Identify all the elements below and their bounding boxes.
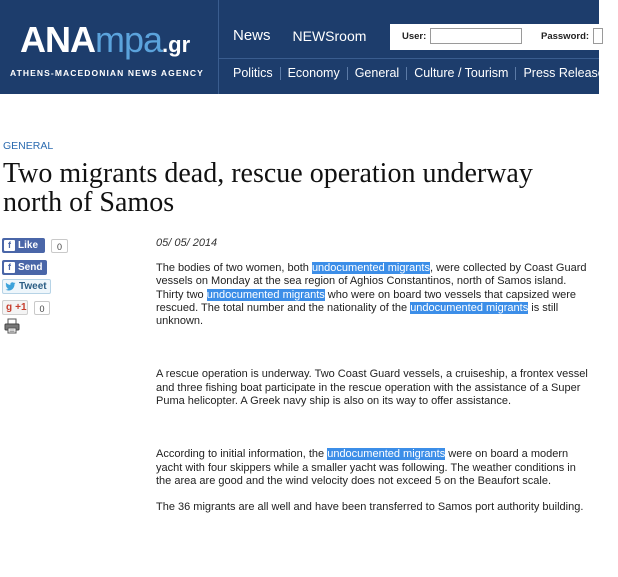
- facebook-like-button[interactable]: [2, 238, 45, 253]
- logo-ana: ANA: [20, 19, 95, 60]
- nav-politics[interactable]: Politics: [233, 66, 273, 80]
- facebook-icon: f: [4, 240, 15, 251]
- text-run: The bodies of two women, both: [156, 262, 312, 274]
- logo-mpa: mpa: [95, 19, 163, 60]
- paragraph-4: The 36 migrants are all well and have been transferred to Samos port authority building.: [156, 501, 584, 514]
- nav-press-releases[interactable]: Press Releases: [523, 66, 611, 80]
- paragraph-2: A rescue operation is underway. Two Coast Guard vessels, a cruiseship, a frontex vessel and three fishing boat participate in the rescue operation with the assistance of a Super Puma helicopter. A Greek navy ship is also on its way to offer assistance.: [156, 368, 588, 408]
- facebook-send-button[interactable]: [2, 260, 47, 275]
- text-run: , were collected by Coast Guard vessels on Monday at the sea region of Aghios Constantinos, north of Samos island. Thirty two: [156, 262, 587, 301]
- nav-news[interactable]: News: [233, 27, 271, 44]
- text-run: is still unknown.: [156, 301, 559, 328]
- like-count: 0: [51, 239, 68, 253]
- header-rule: [219, 58, 599, 59]
- site-logo[interactable]: [0, 0, 218, 94]
- search-highlight: undocumented migrants: [327, 448, 446, 461]
- logo-gr: .gr: [162, 32, 191, 57]
- search-highlight: undocumented migrants: [410, 301, 529, 314]
- gplus-count: 0: [34, 301, 50, 315]
- paragraph-1: [156, 262, 592, 328]
- google-plus-button[interactable]: [2, 300, 28, 315]
- search-highlight: undocumented migrants: [311, 262, 430, 274]
- gplus-label: +1: [15, 302, 27, 313]
- agency-name: ATHENS-MACEDONIAN NEWS AGENCY: [10, 68, 204, 78]
- nav-newsroom[interactable]: NEWSroom: [292, 28, 367, 44]
- nav-economy[interactable]: Economy: [287, 66, 340, 80]
- tweet-label: Tweet: [19, 281, 47, 292]
- google-plus-icon: g: [6, 302, 13, 313]
- logo-wordmark: [20, 20, 190, 65]
- twitter-bird-icon: [5, 281, 16, 292]
- category-link[interactable]: GENERAL: [3, 140, 54, 152]
- text-run: who were on board two vessels that capsized were rescued. The total number and the nationality of the: [156, 288, 577, 314]
- printer-icon[interactable]: [4, 318, 20, 334]
- password-input[interactable]: [593, 28, 603, 44]
- tweet-button[interactable]: [2, 279, 51, 294]
- user-label: User:: [402, 31, 427, 42]
- send-label: Send: [18, 262, 43, 273]
- article-date: 05/ 05/ 2014: [156, 237, 218, 249]
- article-body: [156, 262, 592, 515]
- nav-general[interactable]: General: [354, 66, 400, 80]
- header-divider: [218, 0, 219, 94]
- nav-culture-tourism[interactable]: Culture / Tourism: [414, 66, 509, 80]
- top-nav: [233, 27, 366, 44]
- password-label: Password:: [541, 31, 590, 42]
- section-nav: [226, 66, 618, 80]
- text-run: were on board a modern yacht with four skippers while a smaller yacht was following. The weather conditions in the area are good and the wind velocity does not exceed 5 on the Beaufort scale.: [156, 448, 576, 487]
- facebook-icon: f: [4, 262, 15, 273]
- login-box: [390, 24, 599, 50]
- paragraph-3: [156, 448, 592, 488]
- user-input[interactable]: [430, 28, 522, 44]
- site-header: [0, 0, 611, 94]
- text-run: According to initial information, the: [156, 448, 328, 461]
- like-label: Like: [18, 240, 39, 251]
- search-highlight: undocumented migrants: [206, 288, 325, 301]
- article-title: Two migrants dead, rescue operation underway north of Samos: [3, 158, 533, 218]
